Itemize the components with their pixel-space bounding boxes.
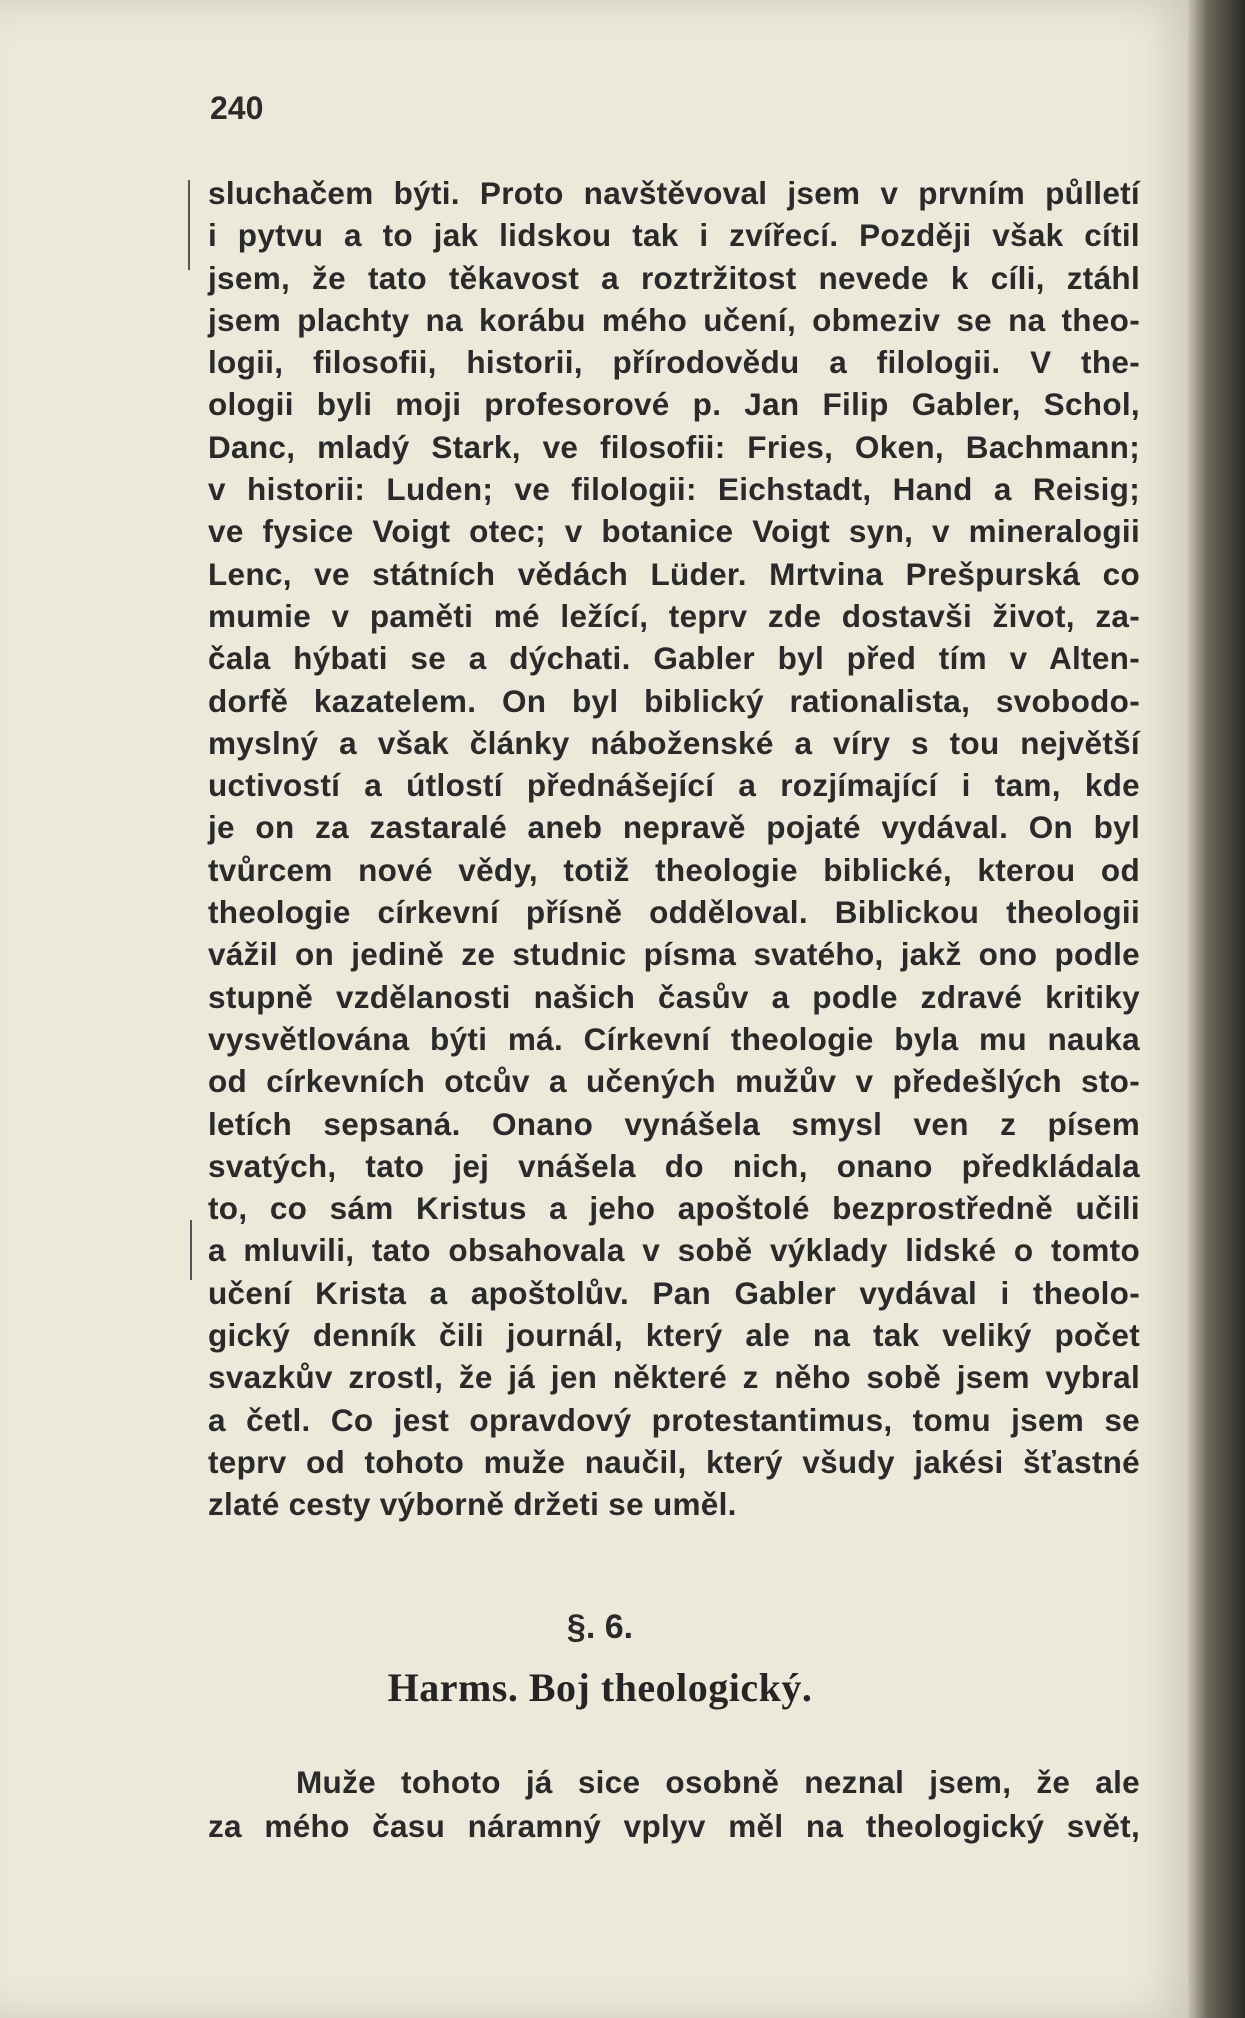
text-line: Danc, mladý Stark, ve filosofii: Fries, Oken, Bachmann; <box>208 428 1140 465</box>
section-number: §. 6. <box>566 1608 634 1646</box>
text-line: vážil on jedině ze studnic písma svatého, jakž ono podle <box>208 936 1140 973</box>
text-line: myslný a však články náboženské a víry s tou největší <box>208 724 1140 761</box>
text-line: sluchačem býti. Proto navštěvoval jsem v prvním půlletí <box>208 175 1140 211</box>
text-line: jsem plachty na korábu mého učení, obmeziv se na theo- <box>208 301 1140 338</box>
text-line: letích sepsaná. Onano vynášela smysl ven z písem <box>208 1105 1140 1142</box>
text-line: zlaté cesty výborně držeti se uměl. <box>208 1486 737 1523</box>
text-line: vysvětlována býti má. Církevní theologie byla mu nauka <box>208 1020 1140 1057</box>
text-line: a četl. Co jest opravdový protestantimus, tomu jsem se <box>208 1401 1140 1438</box>
text-line: za mého času náramný vplyv měl na theologický svět, <box>208 1808 1140 1844</box>
text-line: mumie v paměti mé ležící, teprv zde dostavši život, za- <box>208 597 1140 634</box>
text-line: svazkův zrostl, že já jen některé z něho sobě jsem vybral <box>208 1359 1140 1396</box>
page-number: 240 <box>210 90 264 126</box>
text-line: čala hýbati se a dýchati. Gabler byl před tím v Alten- <box>208 640 1140 677</box>
text-line: Muže tohoto já sice osobně neznal jsem, že ale <box>296 1764 1140 1800</box>
text-line: theologie církevní přísně odděloval. Biblickou theologii <box>208 894 1140 931</box>
text-line: stupně vzdělanosti našich časův a podle zdravé kritiky <box>208 978 1140 1015</box>
text-line: tvůrcem nové vědy, totiž theologie biblické, kterou od <box>208 851 1140 888</box>
page-edge-shadow <box>1188 0 1245 2018</box>
text-line: od církevních otcův a učených mužův v předešlých sto- <box>208 1063 1140 1100</box>
text-line: ologii byli moji profesorové p. Jan Filip Gabler, Schol, <box>208 386 1140 423</box>
text-line: svatých, tato jej vnášela do nich, onano předkládala <box>208 1147 1140 1184</box>
margin-pencil-mark <box>188 180 190 270</box>
text-line: gický denník čili journál, který ale na tak veliký počet <box>208 1317 1140 1354</box>
paragraph-2 <box>208 1760 1140 1848</box>
text-line: uctivostí a útlostí přednášející a rozjímající i tam, kde <box>208 767 1140 804</box>
text-line: učení Krista a apoštolův. Pan Gabler vydával i theolo- <box>208 1274 1140 1311</box>
text-line: logii, filosofii, historii, přírodovědu a filologii. V the- <box>208 344 1140 381</box>
text-line: teprv od tohoto muže naučil, který všudy jakési šťastné <box>208 1443 1140 1480</box>
text-line: ve fysice Voigt otec; v botanice Voigt syn, v mineralogii <box>208 513 1140 550</box>
section-title: Harms. Boj theologický. <box>387 1665 813 1710</box>
text-line: v historii: Luden; ve filologii: Eichstadt, Hand a Reisig; <box>208 471 1140 508</box>
text-line: jsem, že tato těkavost a roztržitost nevede k cíli, ztáhl <box>208 259 1140 296</box>
text-line: a mluvili, tato obsahovala v sobě výklady lidské o tomto <box>208 1232 1140 1269</box>
text-line: i pytvu a to jak lidskou tak i zvířecí. Později však cítil <box>208 217 1140 254</box>
text-line: to, co sám Kristus a jeho apoštolé bezprostředně učili <box>208 1190 1140 1227</box>
margin-pencil-mark <box>190 1220 192 1280</box>
text-line: dorfě kazatelem. On byl biblický rationalista, svobodo- <box>208 682 1140 719</box>
text-line: je on za zastaralé aneb nepravě pojaté vydával. On byl <box>208 809 1140 846</box>
text-line: Lenc, ve státních vědách Lüder. Mrtvina Prešpurská co <box>208 555 1140 592</box>
paragraph-1 <box>208 172 1140 1526</box>
